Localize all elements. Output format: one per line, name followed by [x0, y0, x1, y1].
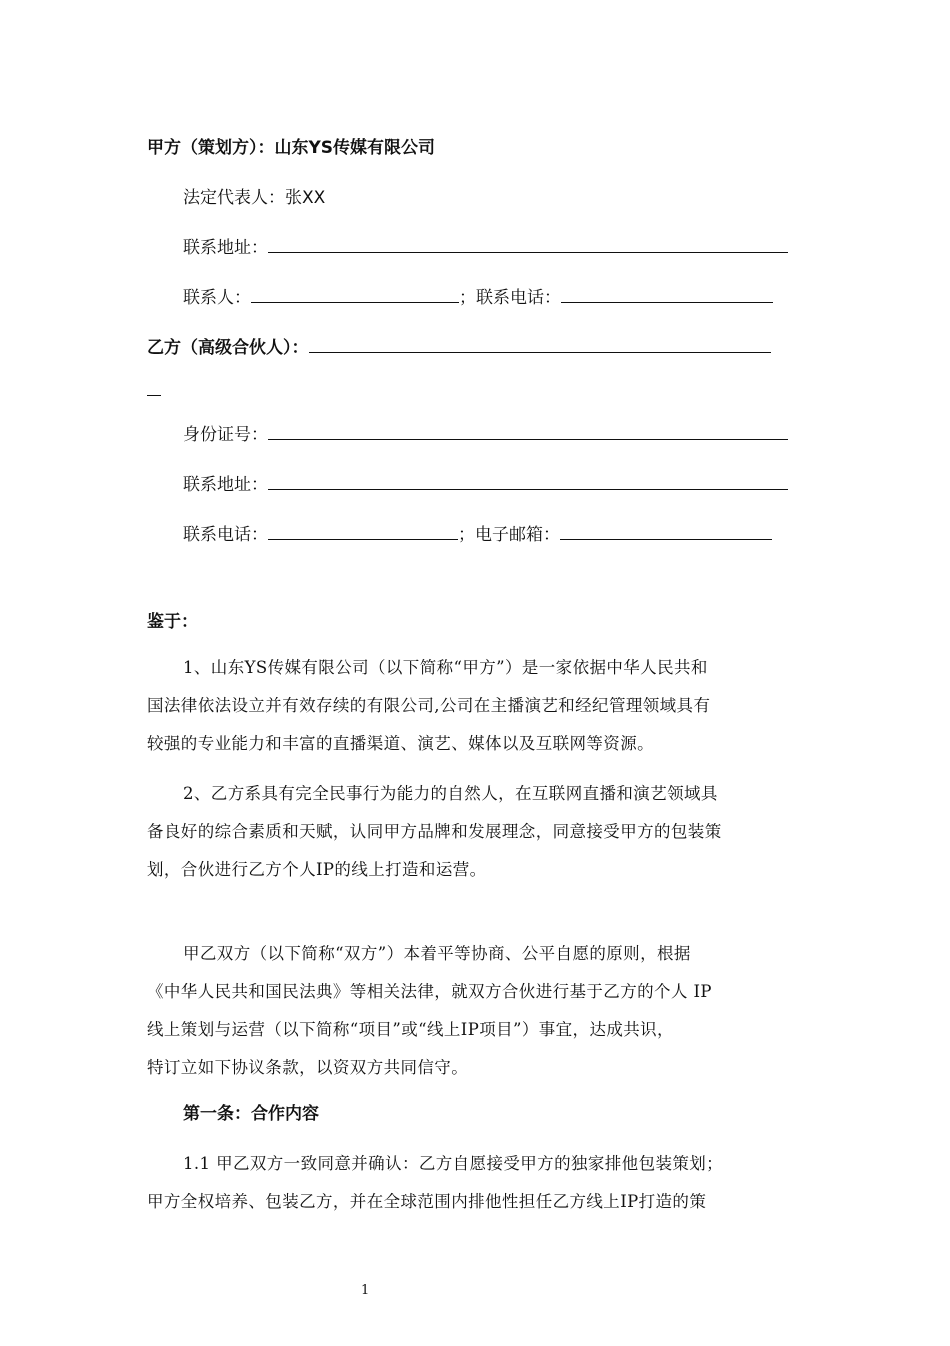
- party-a-address-row: [183, 236, 788, 260]
- party-a-address-label: 联系地址：: [183, 238, 268, 258]
- party-b-id-row: [183, 423, 788, 447]
- article-1-line: 1.1 甲乙双方一致同意并确认：乙方自愿接受甲方的独家排他包装策划；: [183, 1154, 724, 1173]
- party-b-email-label: 电子邮箱：: [475, 525, 560, 545]
- party-b-address-row: [183, 473, 788, 497]
- party-b-address-blank[interactable]: [268, 473, 788, 490]
- whereas-p2-line: 划，合伙进行乙方个人IP的线上打造和运营。: [147, 860, 487, 879]
- separator: ；: [459, 288, 476, 308]
- party-a-phone-label: 联系电话：: [476, 288, 561, 308]
- whereas-p1-line: 国法律依法设立并有效存续的有限公司,公司在主播演艺和经纪管理领域具有: [147, 696, 711, 715]
- whereas-heading: 鉴于：: [147, 612, 198, 632]
- agreement-line: 甲乙双方（以下简称“双方”）本着平等协商、公平自愿的原则，根据: [183, 944, 691, 963]
- party-b-heading: 乙方（高级合伙人）：: [147, 338, 309, 358]
- separator: ；: [458, 525, 475, 545]
- article-1-line: 甲方全权培养、包装乙方，并在全球范围内排他性担任乙方线上IP打造的策: [147, 1192, 707, 1211]
- party-b-phone-row: [183, 523, 772, 547]
- whereas-p1-line: 较强的专业能力和丰富的直播渠道、演艺、媒体以及互联网等资源。: [147, 734, 654, 753]
- whereas-p1-line: 1、山东YS传媒有限公司（以下简称“甲方”）是一家依据中华人民共和: [183, 658, 708, 677]
- party-b-heading-row: [147, 336, 771, 360]
- agreement-line: 《中华人民共和国民法典》等相关法律，就双方合伙进行基于乙方的个人 IP: [147, 982, 712, 1001]
- whereas-p2-line: 备良好的综合素质和天赋，认同甲方品牌和发展理念，同意接受甲方的包装策: [147, 822, 722, 841]
- party-a-phone-blank[interactable]: [561, 286, 773, 303]
- party-a-contact-row: [183, 286, 773, 310]
- party-b-phone-blank[interactable]: [268, 523, 458, 540]
- party-b-phone-label: 联系电话：: [183, 525, 268, 545]
- party-b-address-label: 联系地址：: [183, 475, 268, 495]
- article-1-heading: 第一条：合作内容: [183, 1104, 319, 1124]
- agreement-line: 线上策划与运营（以下简称“项目”或“线上IP项目”）事宜，达成共识，: [147, 1020, 674, 1039]
- party-a-contact-blank[interactable]: [251, 286, 459, 303]
- party-b-id-label: 身份证号：: [183, 425, 268, 445]
- party-b-name-blank-continued: [147, 395, 161, 396]
- party-a-heading: 甲方（策划方）：山东YS传媒有限公司: [147, 138, 436, 158]
- agreement-line: 特订立如下协议条款，以资双方共同信守。: [147, 1058, 469, 1077]
- party-a-legal-rep: 法定代表人：张XX: [183, 188, 326, 208]
- party-b-id-blank[interactable]: [268, 423, 788, 440]
- page-number: 1: [361, 1283, 370, 1298]
- party-a-contact-label: 联系人：: [183, 288, 251, 308]
- party-b-email-blank[interactable]: [560, 523, 772, 540]
- whereas-p2-line: 2、乙方系具有完全民事行为能力的自然人，在互联网直播和演艺领域具: [183, 784, 718, 803]
- party-b-name-blank[interactable]: [309, 336, 771, 353]
- party-a-address-blank[interactable]: [268, 236, 788, 253]
